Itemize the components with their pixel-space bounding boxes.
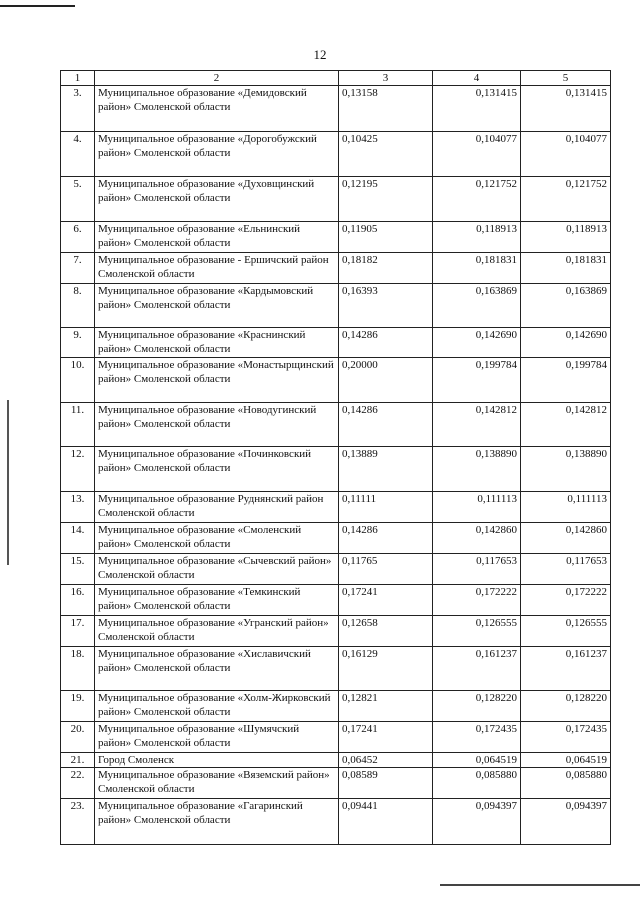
value-col-3: 0,11111 bbox=[339, 492, 433, 523]
municipality-name: Муниципальное образование «Ельнинский район» Смоленской области bbox=[95, 222, 339, 253]
value-col-3: 0,14286 bbox=[339, 523, 433, 554]
table-row bbox=[61, 585, 611, 616]
value-col-3: 0,12821 bbox=[339, 691, 433, 722]
municipality-name: Муниципальное образование «Демидовский район» Смоленской области bbox=[95, 86, 339, 132]
value-col-5: 0,131415 bbox=[521, 86, 611, 132]
municipality-name: Муниципальное образование «Гагаринский район» Смоленской области bbox=[95, 799, 339, 845]
value-col-5: 0,142812 bbox=[521, 403, 611, 447]
value-col-4: 0,111113 bbox=[433, 492, 521, 523]
value-col-3: 0,11765 bbox=[339, 554, 433, 585]
coefficients-table bbox=[60, 70, 611, 845]
value-col-4: 0,128220 bbox=[433, 691, 521, 722]
value-col-5: 0,111113 bbox=[521, 492, 611, 523]
value-col-4: 0,172435 bbox=[433, 722, 521, 753]
table-row bbox=[61, 523, 611, 554]
scan-edge-mark-bottom bbox=[440, 884, 640, 886]
value-col-3: 0,14286 bbox=[339, 328, 433, 358]
municipality-name: Муниципальное образование Руднянский район Смоленской области bbox=[95, 492, 339, 523]
table-row bbox=[61, 492, 611, 523]
page-number: 12 bbox=[313, 47, 327, 62]
row-number: 23. bbox=[61, 799, 95, 845]
row-number: 15. bbox=[61, 554, 95, 585]
municipality-name: Муниципальное образование «Дорогобужский район» Смоленской области bbox=[95, 132, 339, 177]
value-col-5: 0,163869 bbox=[521, 284, 611, 328]
header-col-3: 3 bbox=[339, 71, 433, 86]
value-col-4: 0,142690 bbox=[433, 328, 521, 358]
value-col-3: 0,06452 bbox=[339, 753, 433, 768]
table-row bbox=[61, 768, 611, 799]
row-number: 4. bbox=[61, 132, 95, 177]
value-col-4: 0,181831 bbox=[433, 253, 521, 284]
value-col-4: 0,104077 bbox=[433, 132, 521, 177]
row-number: 5. bbox=[61, 177, 95, 222]
row-number: 8. bbox=[61, 284, 95, 328]
value-col-3: 0,16129 bbox=[339, 647, 433, 691]
table-header bbox=[61, 71, 611, 86]
table-row bbox=[61, 799, 611, 845]
value-col-5: 0,138890 bbox=[521, 447, 611, 492]
value-col-5: 0,121752 bbox=[521, 177, 611, 222]
value-col-5: 0,128220 bbox=[521, 691, 611, 722]
table-row bbox=[61, 447, 611, 492]
value-col-4: 0,142860 bbox=[433, 523, 521, 554]
value-col-3: 0,10425 bbox=[339, 132, 433, 177]
value-col-4: 0,117653 bbox=[433, 554, 521, 585]
row-number: 3. bbox=[61, 86, 95, 132]
municipality-name: Муниципальное образование «Краснинский район» Смоленской области bbox=[95, 328, 339, 358]
value-col-3: 0,12195 bbox=[339, 177, 433, 222]
row-number: 10. bbox=[61, 358, 95, 403]
value-col-3: 0,12658 bbox=[339, 616, 433, 647]
value-col-3: 0,13158 bbox=[339, 86, 433, 132]
table-row bbox=[61, 616, 611, 647]
row-number: 19. bbox=[61, 691, 95, 722]
row-number: 12. bbox=[61, 447, 95, 492]
municipality-name: Муниципальное образование «Смоленский район» Смоленской области bbox=[95, 523, 339, 554]
row-number: 7. bbox=[61, 253, 95, 284]
value-col-4: 0,138890 bbox=[433, 447, 521, 492]
municipality-name: Муниципальное образование «Хиславичский район» Смоленской области bbox=[95, 647, 339, 691]
row-number: 14. bbox=[61, 523, 95, 554]
row-number: 17. bbox=[61, 616, 95, 647]
municipality-name: Муниципальное образование «Монастырщинский район» Смоленской области bbox=[95, 358, 339, 403]
value-col-5: 0,172435 bbox=[521, 722, 611, 753]
header-col-2: 2 bbox=[95, 71, 339, 86]
value-col-5: 0,104077 bbox=[521, 132, 611, 177]
value-col-4: 0,126555 bbox=[433, 616, 521, 647]
header-col-1: 1 bbox=[61, 71, 95, 86]
table-row bbox=[61, 132, 611, 177]
value-col-3: 0,17241 bbox=[339, 585, 433, 616]
municipality-name: Муниципальное образование «Новодугинский район» Смоленской области bbox=[95, 403, 339, 447]
value-col-4: 0,172222 bbox=[433, 585, 521, 616]
municipality-name: Муниципальное образование «Кардымовский район» Смоленской области bbox=[95, 284, 339, 328]
header-col-4: 4 bbox=[433, 71, 521, 86]
header-col-5: 5 bbox=[521, 71, 611, 86]
value-col-5: 0,094397 bbox=[521, 799, 611, 845]
value-col-4: 0,199784 bbox=[433, 358, 521, 403]
table-row bbox=[61, 403, 611, 447]
header-row bbox=[61, 71, 611, 86]
municipality-name: Муниципальное образование «Холм-Жирковский район» Смоленской области bbox=[95, 691, 339, 722]
value-col-5: 0,199784 bbox=[521, 358, 611, 403]
row-number: 22. bbox=[61, 768, 95, 799]
row-number: 16. bbox=[61, 585, 95, 616]
scan-edge-mark-left bbox=[7, 400, 9, 565]
municipality-name: Город Смоленск bbox=[95, 753, 339, 768]
value-col-3: 0,18182 bbox=[339, 253, 433, 284]
value-col-3: 0,20000 bbox=[339, 358, 433, 403]
value-col-3: 0,09441 bbox=[339, 799, 433, 845]
table-row bbox=[61, 722, 611, 753]
municipality-name: Муниципальное образование «Темкинский район» Смоленской области bbox=[95, 585, 339, 616]
value-col-4: 0,118913 bbox=[433, 222, 521, 253]
value-col-3: 0,08589 bbox=[339, 768, 433, 799]
table-row bbox=[61, 284, 611, 328]
value-col-3: 0,16393 bbox=[339, 284, 433, 328]
value-col-4: 0,161237 bbox=[433, 647, 521, 691]
value-col-5: 0,117653 bbox=[521, 554, 611, 585]
value-col-4: 0,064519 bbox=[433, 753, 521, 768]
table-body bbox=[61, 86, 611, 845]
municipality-name: Муниципальное образование «Шумячский район» Смоленской области bbox=[95, 722, 339, 753]
value-col-5: 0,161237 bbox=[521, 647, 611, 691]
value-col-4: 0,121752 bbox=[433, 177, 521, 222]
table-row bbox=[61, 86, 611, 132]
row-number: 9. bbox=[61, 328, 95, 358]
table-row bbox=[61, 554, 611, 585]
value-col-5: 0,064519 bbox=[521, 753, 611, 768]
value-col-4: 0,131415 bbox=[433, 86, 521, 132]
value-col-3: 0,13889 bbox=[339, 447, 433, 492]
value-col-5: 0,172222 bbox=[521, 585, 611, 616]
table-row bbox=[61, 358, 611, 403]
table-row bbox=[61, 328, 611, 358]
table-row bbox=[61, 691, 611, 722]
table-row bbox=[61, 253, 611, 284]
value-col-5: 0,142860 bbox=[521, 523, 611, 554]
value-col-5: 0,085880 bbox=[521, 768, 611, 799]
municipality-name: Муниципальное образование «Вяземский район» Смоленской области bbox=[95, 768, 339, 799]
value-col-4: 0,085880 bbox=[433, 768, 521, 799]
value-col-5: 0,118913 bbox=[521, 222, 611, 253]
table-row bbox=[61, 177, 611, 222]
value-col-4: 0,142812 bbox=[433, 403, 521, 447]
value-col-5: 0,181831 bbox=[521, 253, 611, 284]
row-number: 13. bbox=[61, 492, 95, 523]
value-col-5: 0,126555 bbox=[521, 616, 611, 647]
row-number: 20. bbox=[61, 722, 95, 753]
municipality-name: Муниципальное образование «Духовщинский район» Смоленской области bbox=[95, 177, 339, 222]
municipality-name: Муниципальное образование «Починковский район» Смоленской области bbox=[95, 447, 339, 492]
table-row bbox=[61, 647, 611, 691]
value-col-3: 0,17241 bbox=[339, 722, 433, 753]
table-row bbox=[61, 222, 611, 253]
row-number: 18. bbox=[61, 647, 95, 691]
row-number: 11. bbox=[61, 403, 95, 447]
value-col-3: 0,11905 bbox=[339, 222, 433, 253]
table-row bbox=[61, 753, 611, 768]
value-col-4: 0,094397 bbox=[433, 799, 521, 845]
municipality-name: Муниципальное образование «Угранский район» Смоленской области bbox=[95, 616, 339, 647]
value-col-5: 0,142690 bbox=[521, 328, 611, 358]
row-number: 6. bbox=[61, 222, 95, 253]
municipality-name: Муниципальное образование - Ершичский район Смоленской области bbox=[95, 253, 339, 284]
value-col-3: 0,14286 bbox=[339, 403, 433, 447]
scan-edge-mark-top bbox=[0, 5, 75, 7]
value-col-4: 0,163869 bbox=[433, 284, 521, 328]
row-number: 21. bbox=[61, 753, 95, 768]
municipality-name: Муниципальное образование «Сычевский район» Смоленской области bbox=[95, 554, 339, 585]
